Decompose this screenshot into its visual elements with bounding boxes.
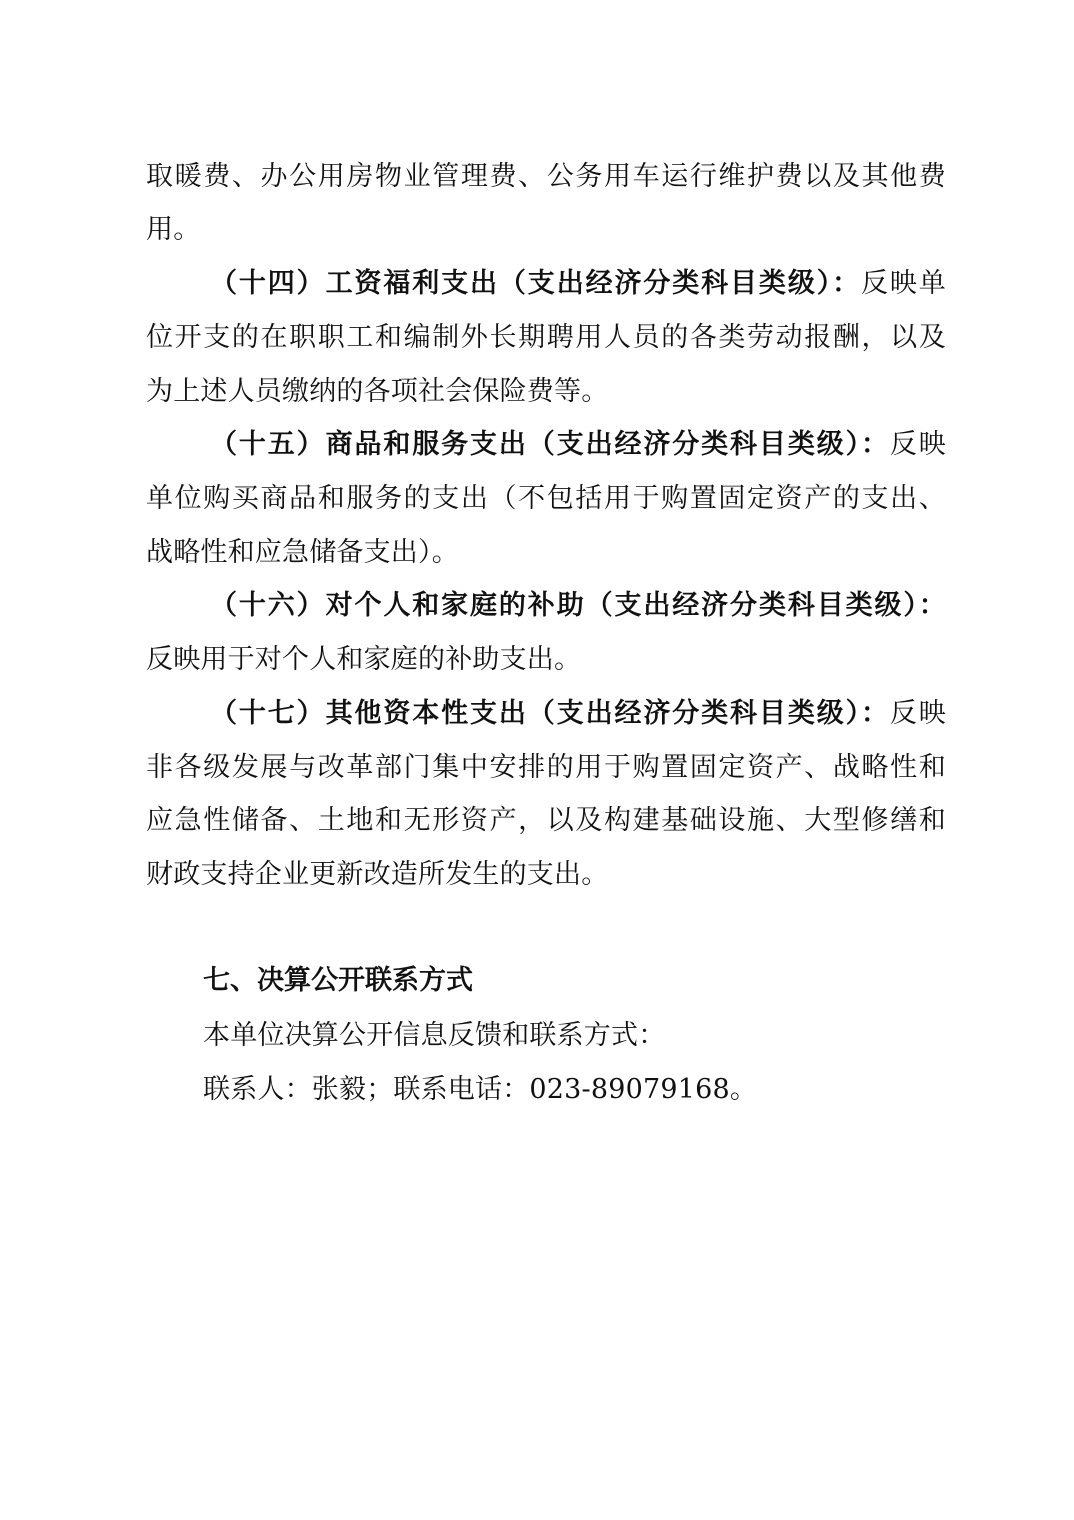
paragraph-line: 财政支持企业更新改造所发生的支出。 — [146, 859, 609, 890]
item-title: （十六）对个人和家庭的补助（支出经济分类科目类级）： — [210, 590, 946, 621]
paragraph-line: 位开支的在职职工和编制外长期聘用人员的各类劳动报酬，以及 — [146, 322, 946, 353]
paragraph-first-line — [210, 267, 946, 301]
paragraph-line: 非各级发展与改革部门集中安排的用于购置固定资产、战略性和 — [146, 752, 946, 783]
paragraph-first-line — [210, 428, 946, 462]
paragraph-first-line — [210, 697, 946, 731]
paragraph-first-line — [210, 589, 946, 623]
item-title: （十五）商品和服务支出（支出经济分类科目类级）： — [210, 429, 890, 460]
paragraph-line: 反映用于对个人和家庭的补助支出。 — [146, 644, 582, 675]
paragraph-line: 应急性储备、土地和无形资产，以及构建基础设施、大型修缮和 — [146, 805, 946, 836]
item-text: 反映 — [889, 698, 946, 729]
paragraph-line: 单位购买商品和服务的支出（不包括用于购置固定资产的支出、 — [146, 483, 946, 514]
item-title: （十七）其他资本性支出（支出经济分类科目类级）： — [210, 698, 890, 729]
item-title: （十四）工资福利支出（支出经济分类科目类级）： — [210, 268, 861, 299]
paragraph-line: 取暖费、办公用房物业管理费、公务用车运行维护费以及其他费 — [146, 161, 946, 192]
paragraph-line: 为上述人员缴纳的各项社会保险费等。 — [146, 376, 609, 407]
contact-intro: 本单位决算公开信息反馈和联系方式： — [203, 1020, 666, 1051]
contact-line: 联系人：张毅；联系电话：023-89079168。 — [203, 1074, 758, 1105]
section-heading: 七、决算公开联系方式 — [203, 965, 473, 996]
item-text: 反映单 — [861, 268, 946, 299]
item-text: 反映 — [889, 429, 946, 460]
paragraph-line: 用。 — [146, 214, 201, 245]
paragraph-line: 战略性和应急储备支出）。 — [146, 537, 459, 568]
